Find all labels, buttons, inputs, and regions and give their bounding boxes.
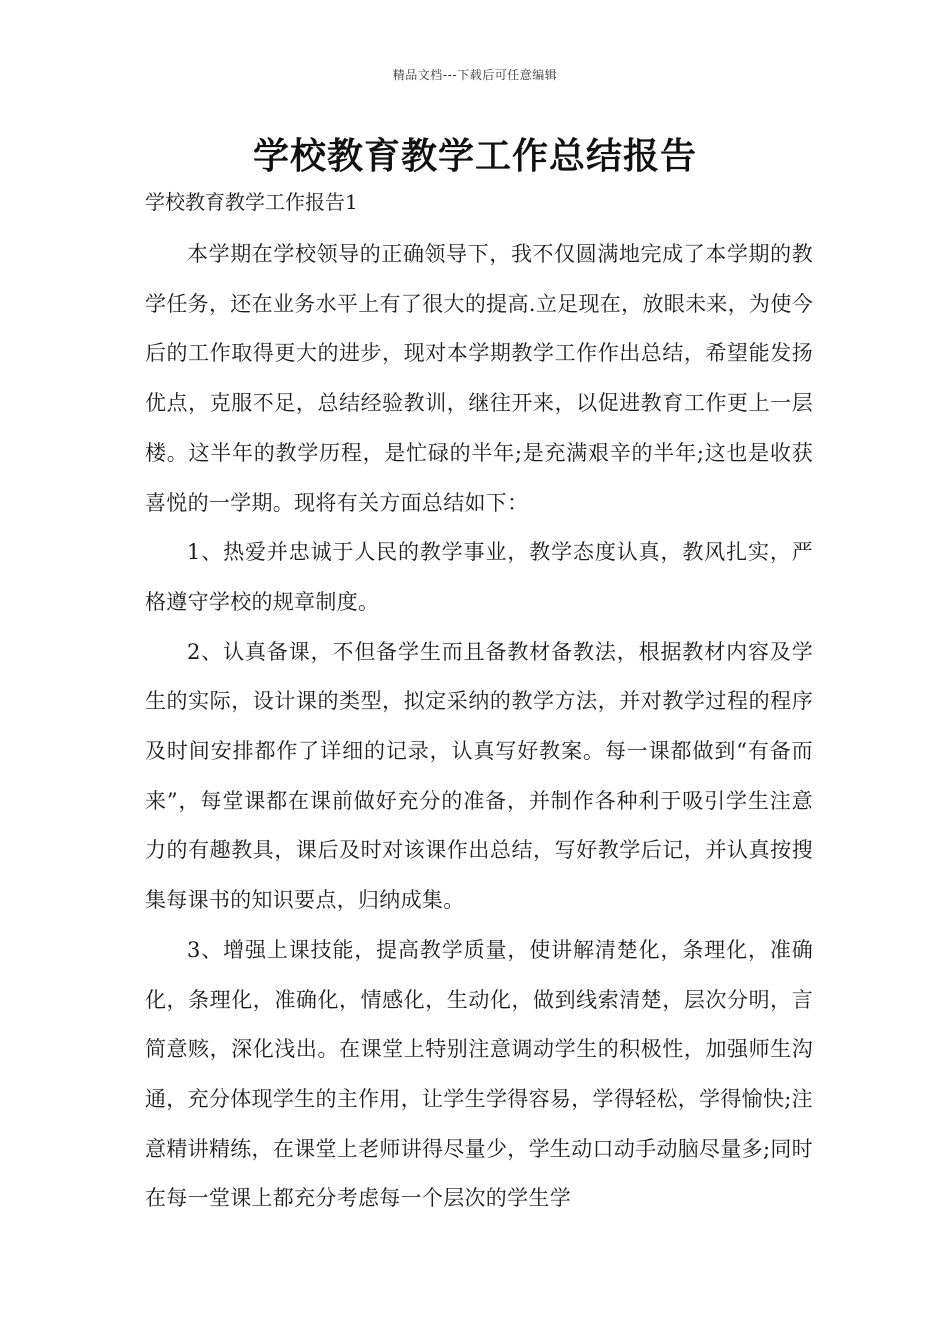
paragraph-item-1: 1、热爱并忠诚于人民的教学事业，教学态度认真，教风扎实，严格遵守学校的规章制度。 <box>145 540 813 614</box>
document-title: 学校教育教学工作总结报告 <box>252 136 697 177</box>
paragraph-item-2: 2、认真备课，不但备学生而且备教材备教法，根据教材内容及学生的实际，设计课的类型，拟定采纳的教学方法，并对教学过程的程序及时间安排都作了详细的记录，认真写好教案。每一课都做到“有备而来”，每堂课都在课前做好充分的准备，并制作各种利于吸引学生注意力的有趣教具，课后及时对该课作出总结，写好教学后记，并认真按搜集每课书的知识要点，归纳成集。 <box>145 639 813 913</box>
document-subtitle: 学校教育教学工作报告1 <box>145 190 358 214</box>
header-note: 精品文档---下载后可任意编辑 <box>392 68 558 82</box>
document-body <box>145 230 813 1224</box>
paragraph-intro: 本学期在学校领导的正确领导下，我不仅圆满地完成了本学期的教学任务，还在业务水平上有了很大的提高.立足现在，放眼未来，为使今后的工作取得更大的进步，现对本学期教学工作作出总结，希望能发扬优点，克服不足，总结经验教训，继往开来，以促进教育工作更上一层楼。这半年的教学历程，是忙碌的半年;是充满艰辛的半年;这也是收获喜悦的一学期。现将有关方面总结如下： <box>145 242 813 515</box>
paragraph-item-3: 3、增强上课技能，提高教学质量，使讲解清楚化，条理化，准确化，条理化，准确化，情感化，生动化，做到线索清楚，层次分明，言简意赅，深化浅出。在课堂上特别注意调动学生的积极性，加强师生沟通，充分体现学生的主作用，让学生学得容易，学得轻松，学得愉快;注意精讲精练，在课堂上老师讲得尽量少，学生动口动手动脑尽量多;同时在每一堂课上都充分考虑每一个层次的学生学 <box>145 937 813 1211</box>
